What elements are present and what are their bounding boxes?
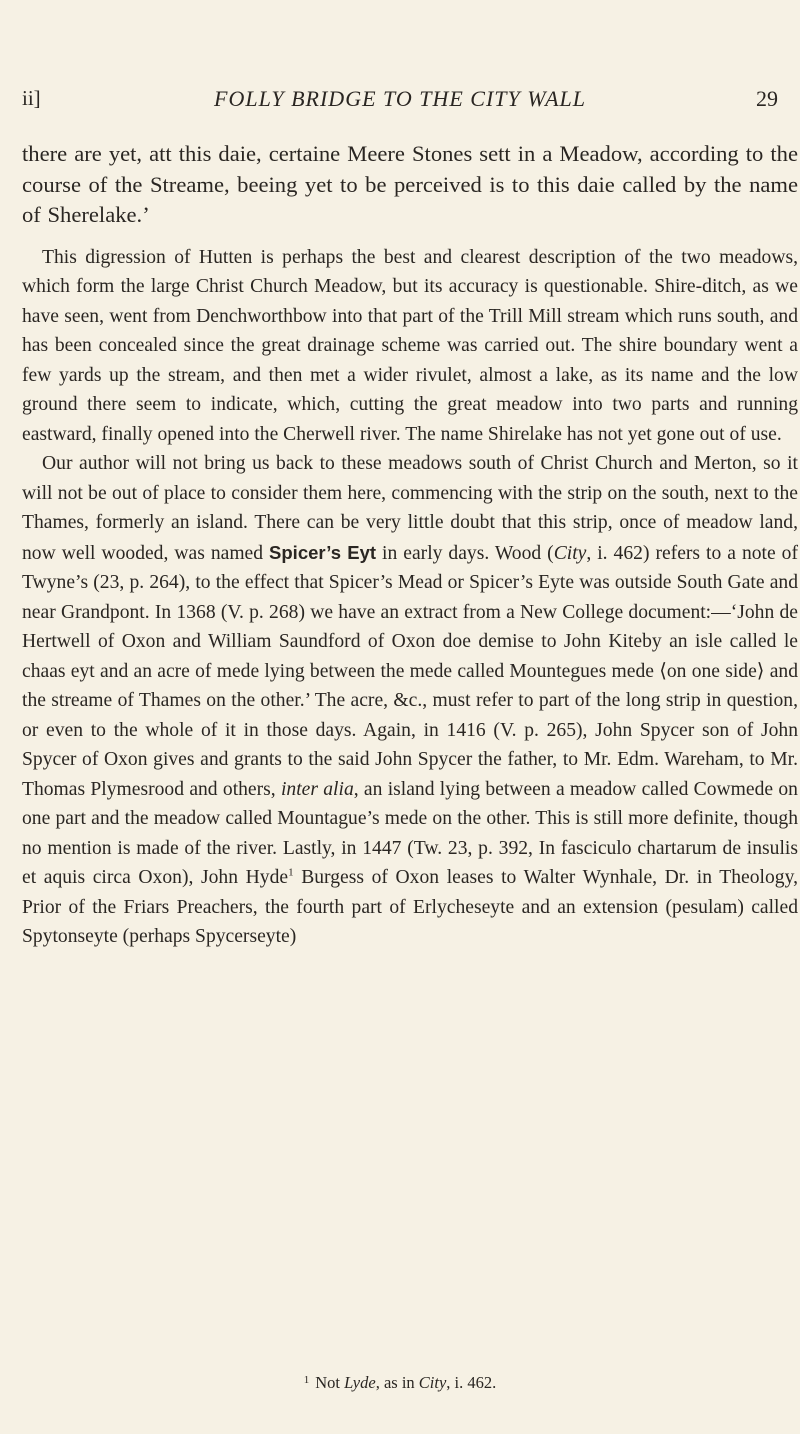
running-head [22,86,778,118]
text-run: , an island lying between a meadow called Cowmede on one part and the meadow called Mountague’s mede on the other. This is still more definite, though no mention is made of the river. Lastly, in 1447 (Tw. 23, p. 392, In fasciculo chartarum de insulis et aquis circa Oxon), John Hyde [22,778,798,888]
paragraph-quote-end: there are yet, att this daie, certaine Meere Stones sett in a Meadow, according to the course of the Streame, beeing yet to be perceived is to this daie called by the name of Sherelake.’ [22,141,798,227]
place-name-bold: Spicer’s Eyt [269,541,377,563]
chapter-marker: ii] [22,86,41,110]
text-run: Burgess of Oxon leases to Walter Wynhale, Dr. in Theology, Prior of the Friars Preachers, the fourth part of Erlycheseyte and an extension (pesulam) called Spytonseyte (perhaps Spycerseyte) [22,867,798,947]
page-number: 29 [756,86,778,111]
text-run: , i. 462) refers to a note of Twyne’s (23, p. 264), to the effect that Spicer’s Mead or Spicer’s Eyte was outside South Gate and near Grandpont. In 1368 (V. p. 268) we have an extract from a New College document:—‘John de Hertwell of Oxon and William Saundford of Oxon doe demise to John Kiteby an isle called le chaas eyt and an acre of mede lying between the mede called Mountegues mede ⟨on one side⟩ and the streame of Thames on the other.’ The acre, &c., must refer to part of the long strip in question, or even to the whole of it in those days. Again, in 1416 (V. p. 265), John Spycer son of John Spycer of Oxon gives and grants to the said John Spycer the father, to Mr. Edm. Wareham, to Mr. Thomas Plymesrood and others, [22,542,798,800]
footnote-text: Not [315,1373,345,1392]
footnote [22,1373,778,1393]
footnote-text: , i. 462. [446,1373,497,1392]
footnote-reference: 1 [288,866,294,879]
paragraph-spicers-eyt [22,449,798,952]
footnote-mark: 1 [303,1374,310,1386]
footnote-italic: City [418,1373,447,1392]
body-text [22,139,798,952]
footnote-italic: Lyde [344,1373,376,1392]
paragraph-digression: This digression of Hutten is perhaps the best and clearest description of the two meadows, which form the large Christ Church Meadow, but its accuracy is questionable. Shire-ditch, as we have seen, went from Denchworthbow into that part of the Trill Mill stream which runs south, and has been concealed since the great drainage scheme was carried out. The shire boundary went a few yards up the stream, and then met a wider rivulet, almost a lake, as its name and the low ground there seem to indicate, which, cutting the great meadow into two parts and running eastward, finally opened into the Cherwell river. The name Shirelake has not yet gone out of use. [22,246,798,445]
italic-phrase: inter alia [280,778,354,800]
text-run: Our author will not bring us back to these meadows south of Christ Church and Merton, so it will not be out of place to consider them here, commencing with the strip on the south, next to the Thames, formerly an island. There can be very little doubt that this strip, once of meadow land, now well wooded, was named [22,453,798,564]
footnote-text: , as in [375,1373,419,1392]
italic-title: City [553,542,587,564]
running-title: FOLLY BRIDGE TO THE CITY WALL [214,86,586,111]
text-run: in early days. Wood ( [376,542,554,564]
